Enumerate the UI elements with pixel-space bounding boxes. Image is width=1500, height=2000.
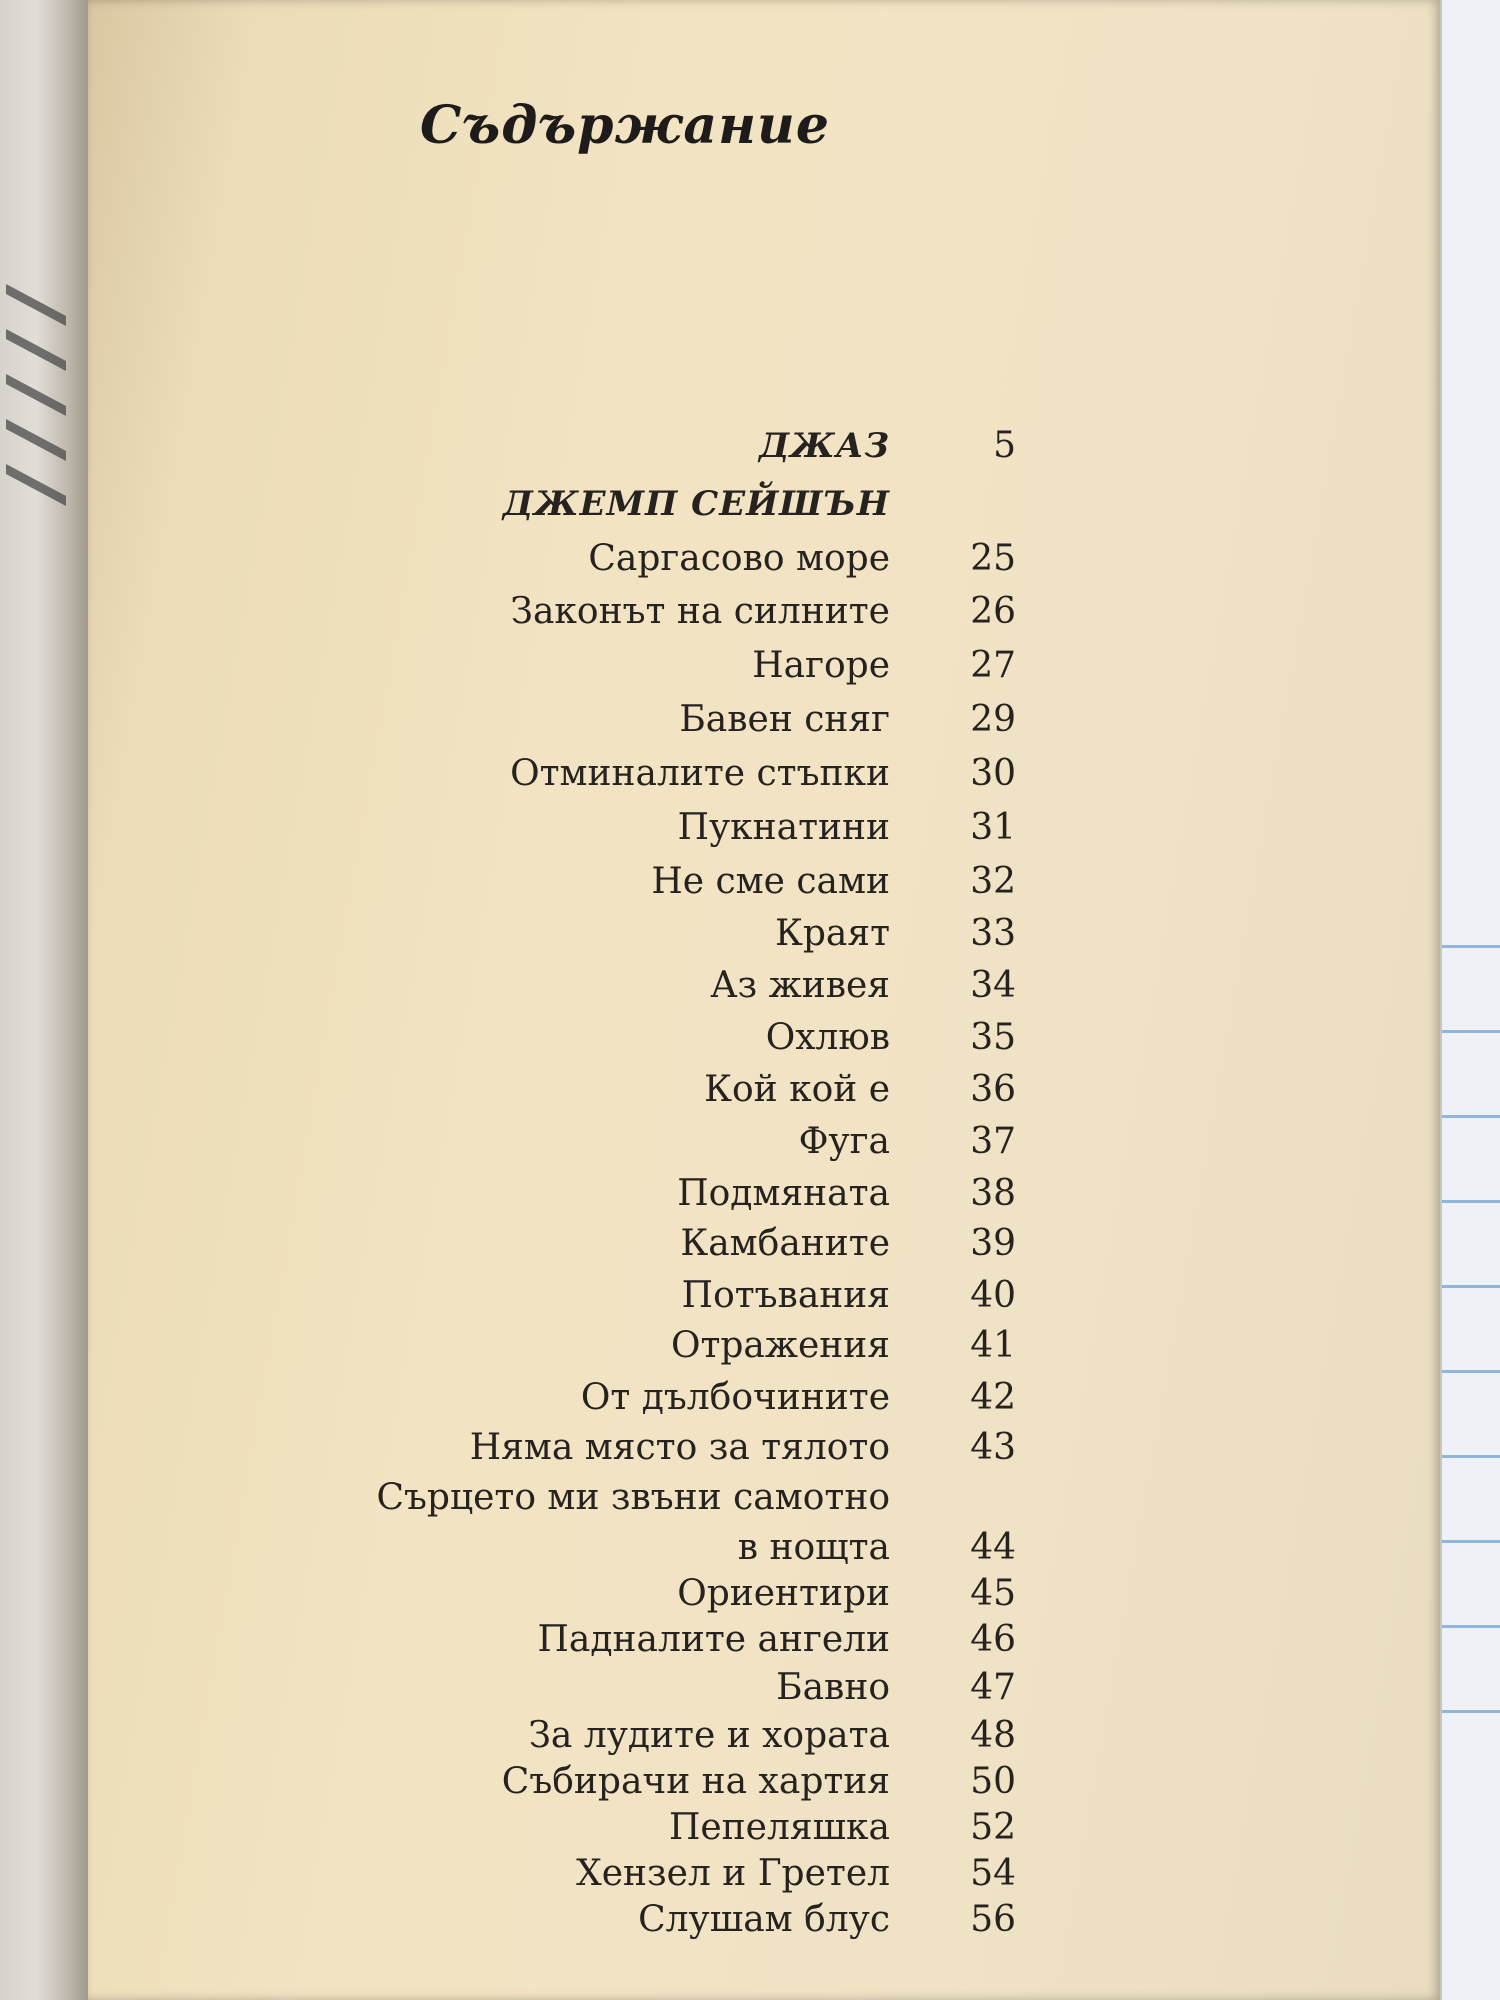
toc-entry [0,1570,1500,1618]
toc-entry [0,804,1500,852]
toc-page-number: 52 [970,1807,1016,1848]
toc-entry-title: Бавно [776,1667,890,1708]
toc-page-number: 50 [970,1761,1016,1802]
toc-page-number: 43 [970,1427,1016,1468]
toc-entry [0,1374,1500,1422]
toc-entry-title: Пепеляшка [668,1807,890,1848]
toc-entry-title: Бавен сняг [679,699,890,740]
toc-entry-title: Ориентири [677,1573,890,1614]
toc-entry [0,1616,1500,1664]
toc-entry [0,1896,1500,1944]
toc-entry [0,535,1500,583]
toc-page-number: 54 [970,1853,1016,1894]
toc-entry [0,588,1500,636]
toc-entry [0,1322,1500,1370]
toc-entry [0,1220,1500,1268]
toc-page-number: 45 [970,1573,1016,1614]
toc-section-jazz [0,422,1500,470]
toc-entry-title: Падналите ангели [537,1619,890,1660]
toc-entry [0,696,1500,744]
toc-page-number: 32 [970,861,1016,902]
toc-entry-title: Охлюв [765,1017,890,1058]
toc-entry-title: От дълбочините [580,1377,890,1418]
toc-entry-title: За лудите и хората [528,1715,890,1756]
toc-entry [0,750,1500,798]
toc-entry [0,1664,1500,1712]
toc-page-number: 56 [970,1899,1016,1940]
toc-entry [0,1712,1500,1760]
toc-entry-title: Потъвания [681,1275,890,1316]
toc-entry-title: Сърцето ми звъни самотно [376,1477,890,1518]
toc-entry [0,910,1500,958]
toc-page-number: 48 [970,1715,1016,1756]
toc-entry-title: в нощта [737,1527,890,1568]
toc-entry-title: Подмяната [677,1173,890,1214]
toc-entry [0,1758,1500,1806]
toc-entry-title: Камбаните [680,1223,890,1264]
toc-entry-title: Не сме сами [651,861,890,902]
toc-entry [0,1524,1500,1572]
toc-page-number: 38 [970,1173,1016,1214]
toc-entry [0,1014,1500,1062]
toc-page-number: 47 [970,1667,1016,1708]
toc-entry [0,642,1500,690]
toc-entry [0,1804,1500,1852]
toc-page-number: 37 [970,1121,1016,1162]
toc-entry-title: Кой кой е [704,1069,890,1110]
toc-entry [0,1850,1500,1898]
toc-page-number: 35 [970,1017,1016,1058]
toc-entry [0,1474,1500,1522]
toc-entry-title: Отражения [670,1325,890,1366]
toc-page-number: 30 [970,753,1016,794]
toc-page-number: 41 [970,1325,1016,1366]
toc-page-number: 39 [970,1223,1016,1264]
toc-page-number: 33 [970,913,1016,954]
toc-entry [0,962,1500,1010]
toc-entry-title: Слушам блус [638,1899,890,1940]
toc-page-number: 42 [970,1377,1016,1418]
toc-entry-title: Няма място за тялото [469,1427,890,1468]
toc-entry [0,1118,1500,1166]
toc-page-number: 36 [970,1069,1016,1110]
toc-entry-title: Саргасово море [588,538,890,579]
toc-section-title: ДЖАЗ [758,426,890,466]
toc-entry-title: Отминалите стъпки [510,753,890,794]
toc-page-number: 34 [970,965,1016,1006]
toc-entry-title: Хензел и Гретел [576,1853,890,1894]
toc-page-number: 25 [970,538,1016,579]
toc-entry [0,1272,1500,1320]
toc-section-title: ДЖЕМП СЕЙШЪН [502,484,890,524]
toc-entry-title: Аз живея [710,965,890,1006]
page-title: Съдържание [420,95,830,156]
toc-page-number: 40 [970,1275,1016,1316]
toc-page-number: 44 [970,1527,1016,1568]
toc-page-number: 46 [970,1619,1016,1660]
toc-entry-title: Пукнатини [677,807,890,848]
toc-section-jam-session [0,480,1500,528]
toc-entry [0,1424,1500,1472]
toc-entry-title: Краят [775,913,890,954]
toc-entry [0,1066,1500,1114]
toc-page-number: 29 [970,699,1016,740]
toc-entry-title: Фуга [798,1121,890,1162]
toc-page-number: 5 [993,425,1016,466]
toc-entry-title: Законът на силните [510,591,890,632]
toc-entry-title: Нагоре [752,645,890,686]
toc-entry [0,1170,1500,1218]
toc-page-number: 31 [970,807,1016,848]
toc-entry-title: Събирачи на хартия [501,1761,890,1802]
toc-entry [0,858,1500,906]
toc-page-number: 26 [970,591,1016,632]
toc-page-number: 27 [970,645,1016,686]
